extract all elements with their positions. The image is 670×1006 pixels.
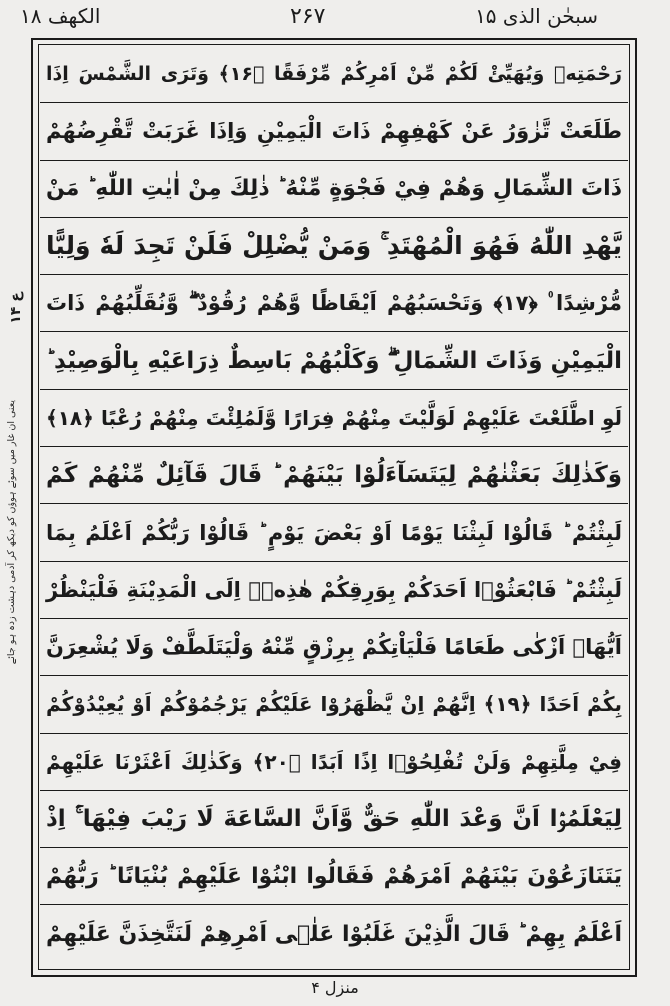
line-text: طَلَعَتْ تَّزٰوَرُ عَنْ كَهْفِهِمْ ذَاتَ الْيَمِيْنِ وَاِذَا غَرَبَتْ تَّقْرِضُهُمْ	[46, 119, 622, 144]
manzil-label: منزل ۴	[311, 978, 359, 997]
text-line	[40, 562, 628, 619]
text-line	[40, 619, 628, 676]
text-line	[40, 504, 628, 561]
text-line	[40, 734, 628, 791]
text-line	[40, 46, 628, 103]
line-text: لَبِثْتُمْ ؕ قَالُوْا لَبِثْنَا يَوْمًا اَوْ بَعْضَ يَوْمٍ ؕ قَالُوْا رَبُّكُمْ اَعْلَمُ بِمَا	[46, 520, 622, 545]
page-header	[0, 0, 670, 38]
juz-name: سبحٰن الذی ۱۵	[475, 4, 598, 28]
line-text: اَيُّهَاۤ اَزْكٰى طَعَامًا فَلْيَاْتِكُمْ بِرِزْقٍ مِّنْهُ وَلْيَتَلَطَّفْ وَلَا يُشْعِرَنَّ	[46, 635, 622, 660]
text-line	[40, 447, 628, 504]
text-line	[40, 275, 628, 332]
line-text: رَحْمَتِهٖ وَيُهَيِّئْ لَكُمْ مِّنْ اَمْرِكُمْ مِّرْفَقًا ﴿۱۶﴾ وَتَرَى الشَّمْسَ اِذَا	[46, 63, 622, 86]
line-text: لَوِ اطَّلَعْتَ عَلَيْهِمْ لَوَلَّيْتَ مِنْهُمْ فِرَارًا وَّلَمُلِئْتَ مِنْهُمْ رُعْبًا ﴿۱۸﴾	[46, 405, 622, 430]
text-line	[40, 791, 628, 848]
line-text: لَبِثْتُمْ ؕ فَابْعَثُوْۤا اَحَدَكُمْ بِوَرِقِكُمْ هٰذِهٖۤ اِلَى الْمَدِيْنَةِ فَلْيَنْظُرْ	[46, 577, 622, 602]
line-text: يَتَنَازَعُوْنَ بَيْنَهُمْ اَمْرَهُمْ فَقَالُوا ابْنُوْا عَلَيْهِمْ بُنْيَانًا ؕ رَبُّهُمْ	[46, 863, 622, 889]
line-text: بِكُمْ اَحَدًا ﴿۱۹﴾ اِنَّهُمْ اِنْ يَّظْهَرُوْا عَلَيْكُمْ يَرْجُمُوْكُمْ اَوْ يُعِيْدُوْكُمْ	[46, 692, 622, 717]
line-text: مُّرْشِدًا ۠ ﴿۱۷﴾ وَتَحْسَبُهُمْ اَيْقَاظًا وَّهُمْ رُقُوْدٌ ۖۗ وَّنُقَلِّبُهُمْ ذَاتَ	[46, 290, 622, 315]
text-line	[40, 390, 628, 447]
text-line	[40, 103, 628, 160]
text-line	[40, 218, 628, 275]
line-text: ذَاتَ الشِّمَالِ وَهُمْ فِيْ فَجْوَةٍ مِّنْهُ ؕ ذٰلِكَ مِنْ اٰيٰتِ اللّٰهِ ؕ مَنْ	[46, 176, 622, 202]
line-text: اَعْلَمُ بِهِمْ ؕ قَالَ الَّذِيْنَ غَلَبُوْا عَلٰۤى اَمْرِهِمْ لَنَتَّخِذَنَّ عَلَيْهِمْ	[46, 921, 622, 947]
text-block	[40, 46, 628, 963]
margin-note: یعنی ان غار میں سوئے ہوؤں کو دیکھ کر آدمی دہشت زدہ ہو جائے	[6, 400, 17, 665]
surah-name: الکھف ۱۸	[20, 4, 101, 28]
line-text: الْيَمِيْنِ وَذَاتَ الشِّمَالِ ۖۗ وَكَلْبُهُمْ بَاسِطٌ ذِرَاعَيْهِ بِالْوَصِيْدِ ؕ	[46, 347, 622, 374]
line-text: لِيَعْلَمُوْۤا اَنَّ وَعْدَ اللّٰهِ حَقٌّ وَّاَنَّ السَّاعَةَ لَا رَيْبَ فِيْهَا ۚۛ اِذْ	[46, 806, 622, 832]
text-line	[40, 848, 628, 905]
page-number: ۲۶۷	[290, 4, 326, 29]
line-text: وَكَذٰلِكَ بَعَثْنٰهُمْ لِيَتَسَآءَلُوْا بَيْنَهُمْ ؕ قَالَ قَآئِلٌ مِّنْهُمْ كَمْ	[46, 462, 622, 489]
text-line	[40, 676, 628, 733]
line-text: يَّهْدِ اللّٰهُ فَهُوَ الْمُهْتَدِ ۚ وَمَنْ يُّضْلِلْ فَلَنْ تَجِدَ لَهٗ وَلِيًّا	[46, 231, 622, 261]
text-line	[40, 161, 628, 218]
text-line	[40, 905, 628, 962]
text-line	[40, 332, 628, 389]
ruku-marker: ع ۱۴	[8, 292, 24, 324]
line-text: فِيْ مِلَّتِهِمْ وَلَنْ تُفْلِحُوْۤا اِذًا اَبَدًا ﴿۲۰﴾ وَكَذٰلِكَ اَعْثَرْنَا عَلَيْهِمْ	[46, 749, 623, 774]
